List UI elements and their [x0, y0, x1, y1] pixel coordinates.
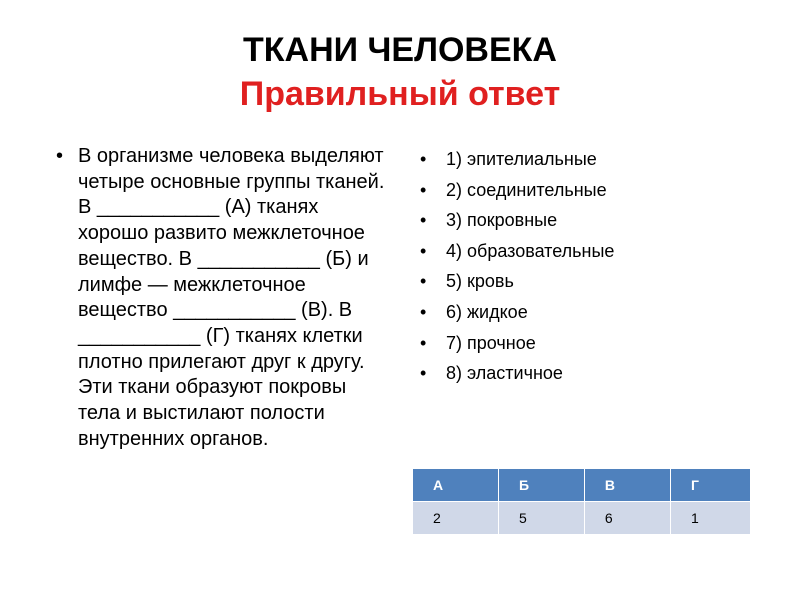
- option-label: 7) прочное: [446, 332, 536, 353]
- option-label: 3) покровные: [446, 210, 558, 231]
- bullet-icon: •: [420, 179, 427, 200]
- option-label: 1) эпителиальные: [446, 149, 597, 169]
- answer-table-header-cell: А: [413, 469, 499, 502]
- answer-table-header-cell: В: [584, 469, 670, 502]
- answer-table-header-cell: Б: [499, 469, 585, 502]
- option-item: [416, 328, 756, 359]
- answer-table-header-row: [413, 469, 751, 502]
- bullet-icon: •: [420, 271, 427, 292]
- title-subtitle: Правильный ответ: [239, 75, 561, 113]
- option-label: 4) образовательные: [446, 240, 615, 261]
- answer-table-row: [413, 502, 751, 535]
- answer-table: [412, 468, 751, 535]
- answer-table-cell: 2: [413, 502, 499, 535]
- slide-title: [0, 28, 800, 116]
- question-text-block: [48, 144, 393, 452]
- question-text: В организме человека выделяют четыре основные группы тканей. В ___________ (А) тканях хорошо развито межклеточное вещество. В ___________ (Б) и лимфе — межклеточное вещество ___________ (В). В ___________ (Г) тканях клетки плотно прилегают друг к другу. Эти ткани образуют покровы тела и выстилают полости внутренних органов.: [78, 145, 385, 450]
- question-bullet: [48, 144, 393, 452]
- answer-table-header-cell: Г: [670, 469, 750, 502]
- option-label: 6) жидкое: [446, 301, 528, 322]
- option-item: [416, 236, 756, 267]
- bullet-icon: •: [420, 210, 427, 231]
- answer-table-cell: 1: [670, 502, 750, 535]
- option-label: 5) кровь: [446, 271, 514, 292]
- title-main: ТКАНИ ЧЕЛОВЕКА: [243, 31, 557, 69]
- option-item: [416, 358, 756, 389]
- answer-table-cell: 6: [584, 502, 670, 535]
- bullet-icon: •: [420, 332, 427, 353]
- bullet-icon: •: [420, 149, 427, 169]
- option-label: 8) эластичное: [446, 363, 563, 384]
- option-label: 2) соединительные: [446, 179, 607, 200]
- answer-table-cell: 5: [499, 502, 585, 535]
- option-item: [416, 205, 756, 236]
- bullet-icon: •: [420, 240, 427, 261]
- option-item: [416, 144, 756, 175]
- bullet-icon: •: [420, 363, 427, 384]
- option-item: [416, 175, 756, 206]
- bullet-icon: •: [420, 301, 427, 322]
- option-item: [416, 297, 756, 328]
- options-list: [416, 144, 756, 389]
- option-item: [416, 266, 756, 297]
- bullet-icon: •: [56, 145, 64, 167]
